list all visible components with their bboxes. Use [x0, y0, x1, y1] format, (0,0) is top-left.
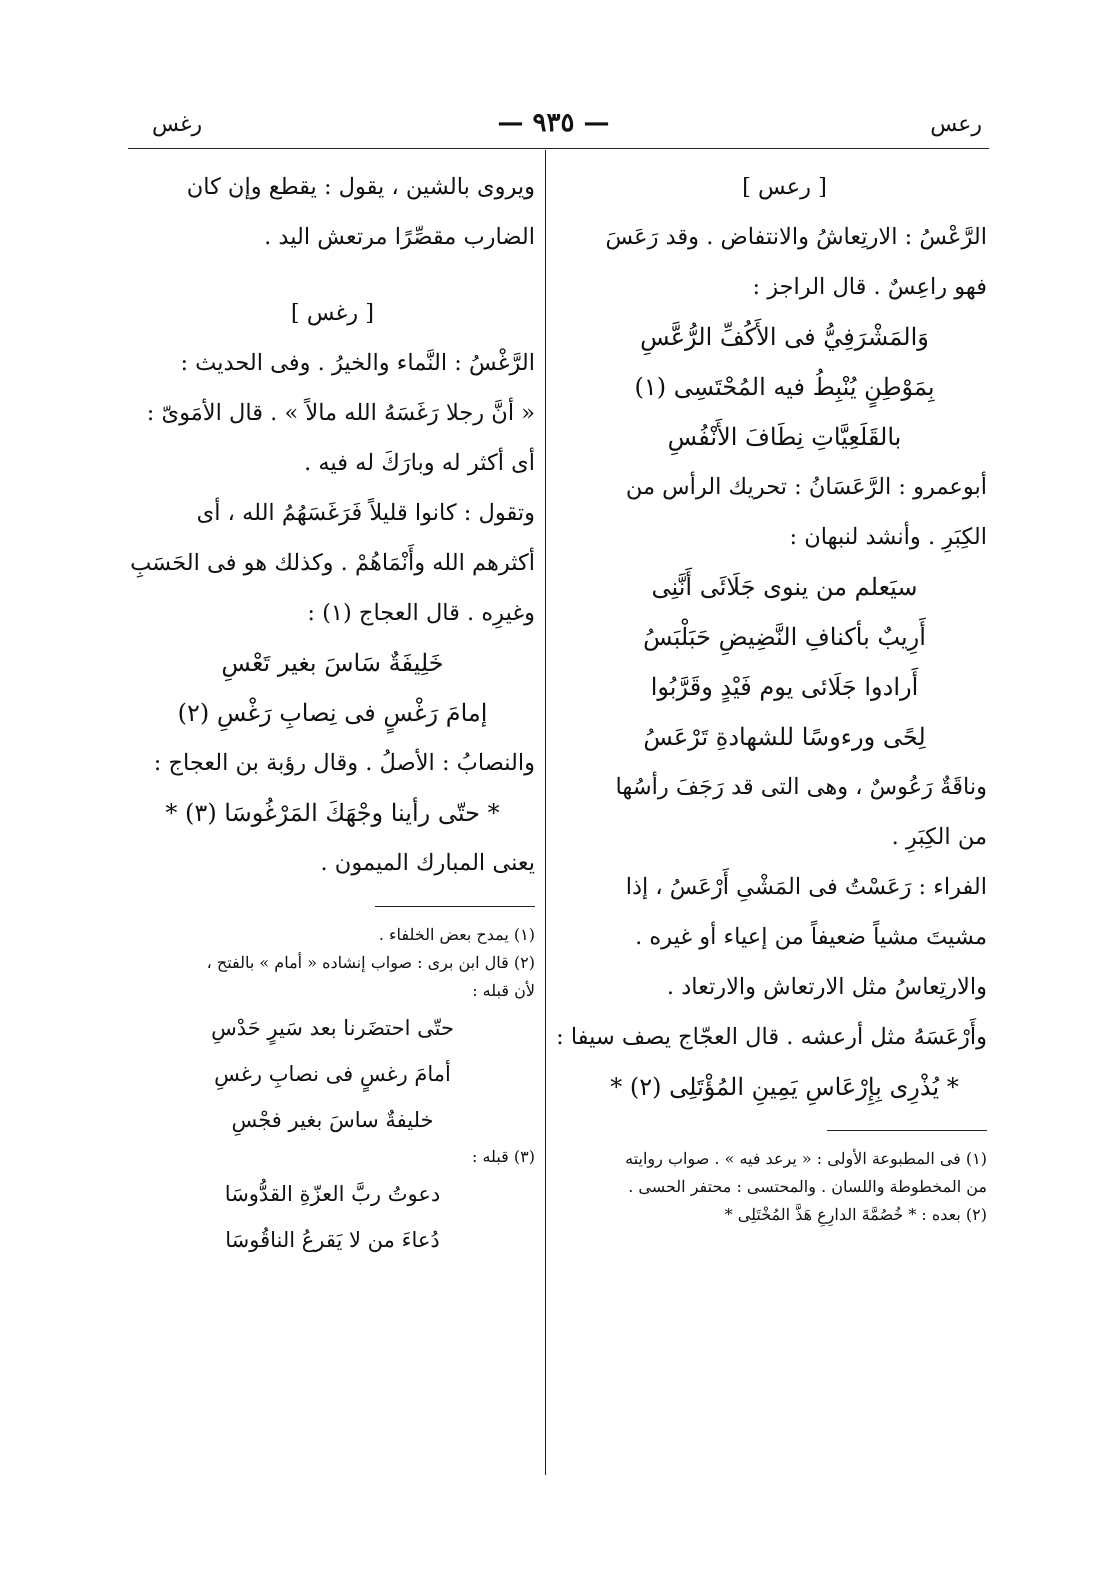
footnote-rule [827, 1130, 987, 1131]
footnote: (١) فى المطبوعة الأولى : « يرعد فيه » . صواب روايته [625, 1149, 987, 1168]
verse-line: سيَعلم من ينوى جَلَائَى أَنَّنِى [651, 573, 918, 601]
text-line: أى أكثر له وبارَكَ له فيه . [304, 450, 535, 476]
footnote: من المخطوطة واللسان . والمحتسى : محتفر الحسى . [628, 1177, 987, 1196]
footnote: لأن قبله : [472, 981, 535, 1000]
left-column [130, 162, 535, 1263]
verse-line: بالقَلَعِيَّاتِ نِطَافَ الأَنْفُسِ [667, 423, 902, 451]
verse-line: خَلِيفَةٌ سَاسَ بغير تَعْسِ [221, 649, 444, 677]
page-number: — ٩٣٥ — [497, 108, 610, 138]
text-line: الكِبَرِ . وأنشد لنبهان : [789, 524, 987, 550]
text-line: الرَّعْسُ : الارتِعاشُ والانتفاض . وقد رَعَسَ [605, 224, 987, 250]
footnote-rule [375, 906, 535, 907]
text-line: وتقول : كانوا قليلاً فَرَغَسَهُمُ الله ، أى [196, 500, 535, 526]
footnote-verse: أمامَ رغسٍ فى نصابِ رغسِ [214, 1062, 451, 1086]
text-line: والنصابُ : الأصلُ . وقال رؤبة بن العجاج : [153, 750, 535, 776]
footnote-verse: دُعاءَ من لا يَقرعُ الناقُوسَا [225, 1228, 440, 1252]
text-line: ويروى بالشين ، يقول : يقطع وإن كان [186, 174, 535, 200]
footnote-verse: خليفةٌ ساسَ بغير فجْسِ [231, 1108, 434, 1132]
header-rule [128, 148, 989, 149]
text-line: وأَرْعَسَهُ مثل أرعشه . قال العجّاج يصف سيفا : [556, 1024, 987, 1050]
text-line: يعنى المبارك الميمون . [320, 850, 535, 876]
verse-line: * حتّى رأينا وجْهَكَ المَرْغُوسَا (٣) * [165, 799, 500, 827]
text-line: وغيرِه . قال العجاج (١) : [307, 600, 535, 626]
header-right-headword: رعس [930, 112, 982, 137]
text-line: مشيتَ مشياً ضعيفاً من إعياء أو غيره . [635, 924, 987, 950]
footnote: (١) يمدح بعض الخلفاء . [378, 925, 535, 944]
verse-line: * يُذْرِى بِإِرْعَاسِ يَمِينِ المُؤْتَلِى (٢) * [610, 1073, 959, 1101]
column-divider [545, 150, 546, 1475]
text-line: الضارب مقصِّرًا مرتعش اليد . [264, 224, 535, 250]
text-line: « أنَّ رجلا رَغَسَهُ الله مالاً » . قال الأمَوىّ : [146, 400, 535, 426]
text-line: من الكِبَرِ . [891, 824, 987, 850]
section-title-raas: [ رعس ] [742, 174, 827, 200]
section-title-raghas: [ رغس ] [290, 300, 375, 326]
footnote: (٢) قال ابن برى : صواب إنشاده « أمام » بالفتح ، [206, 953, 535, 972]
header-left-headword: رغس [152, 112, 203, 137]
footnote-verse: حتّى احتضَرنا بعد سَيرٍ حَدْسِ [211, 1016, 454, 1040]
footnote: (٣) قبله : [472, 1147, 535, 1166]
footnote: (٢) بعده : * خُصُمَّةَ الدارِعِ هَذَّ المُخْتَلِى * [724, 1205, 987, 1224]
verse-line: أَرادوا جَلَائى يوم فَيْدٍ وقَرَّبُوا [650, 673, 919, 701]
text-line: الرَّغْسُ : النَّماء والخيرُ . وفى الحديث : [180, 350, 535, 376]
right-column [556, 162, 987, 1229]
footnote-verse: دعوتُ ربَّ العزّةِ القدُّوسَا [224, 1182, 441, 1206]
text-line: وناقَةٌ رَعُوسٌ ، وهى التى قد رَجَفَ رأسُها [615, 774, 987, 800]
text-line: والارتِعاسُ مثل الارتعاش والارتعاد . [666, 974, 987, 1000]
verse-line: وَالمَشْرَفِيُّ فى الأَكُفِّ الرُّعَّسِ [640, 323, 929, 351]
verse-line: إمامَ رَغْسٍ فى نِصابِ رَغْسِ (٢) [177, 699, 488, 727]
verse-line: لِحًى ورءوسًا للشهادةِ تَرْعَسُ [643, 723, 926, 751]
text-line: أكثرهم الله وأَنْمَاهُمْ . وكذلك هو فى الحَسَبِ [130, 550, 535, 576]
text-line: أبوعمرو : الرَّعَسَانُ : تحريك الرأس من [625, 474, 987, 500]
verse-line: بِمَوْطِنٍ يُنْبِطُ فيه المُحْتَسِى (١) [634, 373, 935, 401]
text-line: فهو راعِسٌ . قال الراجز : [752, 274, 987, 300]
verse-line: أَرِيبٌ بأكنافِ النَّضِيضِ حَبَلْبَسُ [643, 623, 926, 651]
text-line: الفراء : رَعَسْتُ فى المَشْىِ أَرْعَسُ ، إذا [625, 874, 987, 900]
